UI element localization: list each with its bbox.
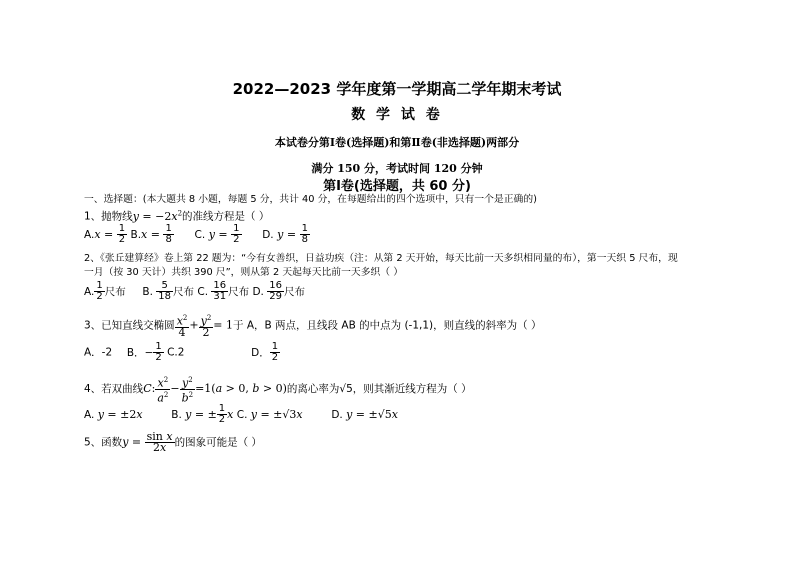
q5-stem-post: 的图象可能是（ ） <box>174 436 262 449</box>
q1-option-b[interactable]: B.x = $\frac{1}{8}$ <box>130 223 172 245</box>
q1-stem-post: 的准线方程是（ ） <box>182 210 270 223</box>
q2-option-b[interactable]: B. $\frac{5}{18}$ 尺布 <box>142 280 195 302</box>
q3-stem-post: 于 A，B 两点，且线段 AB 的中点为 (-1,1)，则直线的斜率为（ ） <box>233 319 542 332</box>
q4-option-c[interactable]: C. y = ±√3x <box>236 407 303 421</box>
q5-fraction: $\frac{\text{sin x}}{2x}$ <box>146 430 173 454</box>
q3-option-a[interactable]: A．-2 <box>84 346 113 359</box>
q4-stem-post: 的离心率为√5，则其渐近线方程为（ ） <box>286 383 472 396</box>
q2-option-d[interactable]: D. $\frac{16}{29}$ 尺布 <box>252 280 305 302</box>
q1-option-c[interactable]: C. y = $\frac{1}{2}$ <box>194 223 240 245</box>
q3-fraction-x: $\frac{x^2}{4}$ <box>176 314 188 339</box>
q1-stem-pre: 1、抛物线 <box>84 210 133 223</box>
exam-note: 本试卷分第Ⅰ卷(选择题)和第Ⅱ卷(非选择题)两部分 <box>274 136 520 149</box>
q4-option-b[interactable]: B. y = ± $\frac{1}{2}$ x <box>171 403 234 425</box>
question-1-stem <box>84 206 269 224</box>
question-2-options <box>84 281 305 302</box>
section-instruction: 一、选择题：(本大题共 8 小题，每题 5 分，共计 40 分，在每题给出的四个选项中，只有一个是正确的) <box>84 194 537 205</box>
question-4-stem: 4、若双曲线C: $\frac{x^2}{a^2}$ − $\frac{y^2}{b^2}$ =1(a > 0, b > 0)的离心率为√5，则其渐近线方程为（ ） <box>84 376 472 405</box>
question-1-options <box>84 224 310 245</box>
q2-option-c[interactable]: C. $\frac{16}{31}$ 尺布 <box>197 280 250 302</box>
q4-stem-pre: 4、若双曲线 <box>84 383 144 396</box>
question-2-stem-line1: 2、《张丘建算经》卷上第 22 题为：“今有女善织，日益功疾（注：从第 2 天开始，每天比前一天多织相同量的布），第一天织 5 尺布，现 <box>84 253 678 264</box>
question-5-stem: 5、函数y = $\frac{\text{sin x}}{2x}$ 的图象可能是（ ） <box>84 430 262 454</box>
q3-option-c[interactable]: C.2 <box>167 346 185 359</box>
exam-time: 满分 150 分，考试时间 120 分钟 <box>311 162 483 175</box>
section-title: 第Ⅰ卷(选择题，共 60 分) <box>323 179 471 194</box>
q1-option-d[interactable]: D. y = $\frac{1}{8}$ <box>262 223 308 245</box>
question-4-options <box>84 404 398 425</box>
q1-option-a[interactable]: A.x = $\frac{1}{2}$ <box>84 223 126 245</box>
q3-option-d[interactable]: D． $\frac{1}{2}$ <box>251 341 279 363</box>
q3-formula-tail: = 1 <box>213 318 233 332</box>
q2-option-a[interactable]: A. $\frac{1}{2}$ 尺布 <box>84 280 126 302</box>
q4-option-d[interactable]: D. y = ±√5x <box>331 407 398 421</box>
q1-formula: $y = -2x^2$ <box>132 209 183 223</box>
question-2-stem-line2: 一月（按 30 天计）共织 390 尺”，则从第 2 天起每天比前一天多织（ ） <box>84 267 403 278</box>
exam-subject: 数 学 试 卷 <box>351 107 443 123</box>
exam-title: 2022—2023 学年度第一学期高二学年期末考试 <box>232 80 562 98</box>
q4-option-a[interactable]: A. y = ±2x <box>84 407 143 421</box>
question-3-stem: 3、已知直线交椭圆 $\frac{x^2}{4}$ + $\frac{y^2}{2}$ = 1于 A，B 两点，且线段 AB 的中点为 (-1,1)，则直线的斜率为（ ） <box>84 314 542 339</box>
q5-stem-pre: 5、函数 <box>84 436 123 449</box>
q3-stem-pre: 3、已知直线交椭圆 <box>84 319 175 332</box>
q3-option-b[interactable]: B．− $\frac{1}{2}$ <box>126 341 162 363</box>
question-3-options <box>84 342 280 363</box>
q3-fraction-y: $\frac{y^2}{2}$ <box>200 314 212 339</box>
